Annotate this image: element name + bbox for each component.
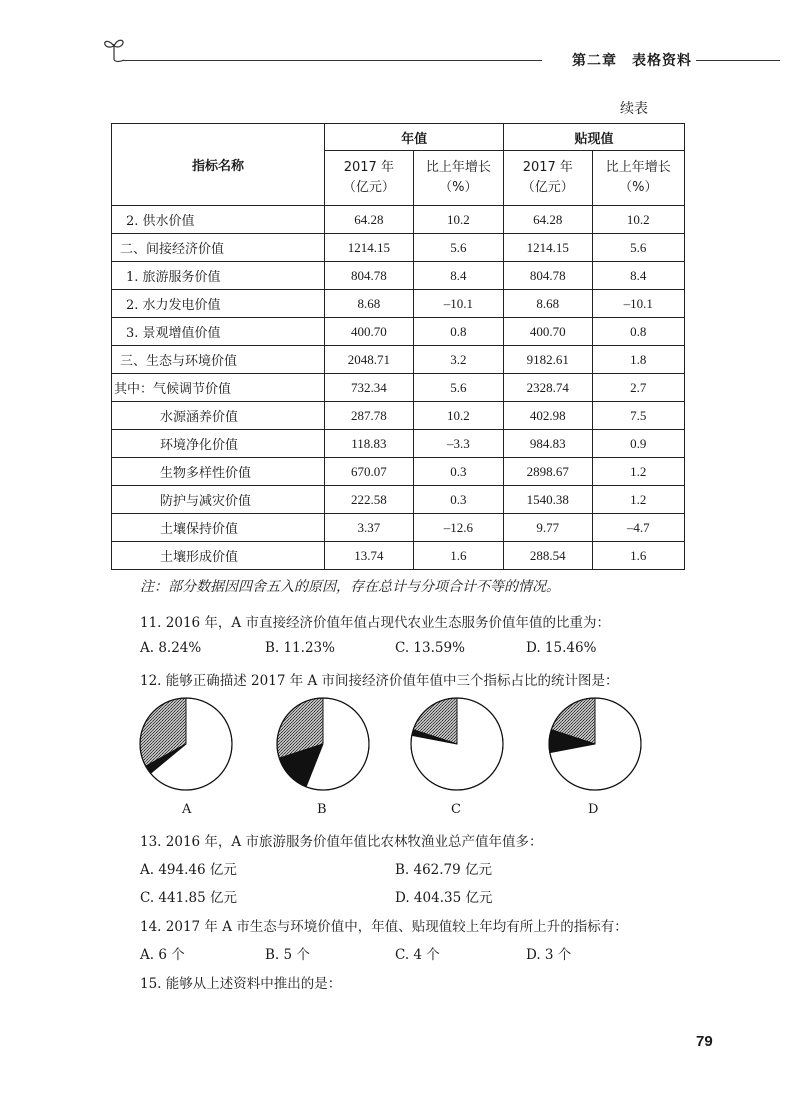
indicator-name: 土壤形成价值 bbox=[112, 542, 325, 570]
indicator-name: 水源涵养价值 bbox=[112, 402, 325, 430]
table-cell: 287.78 bbox=[325, 402, 414, 430]
table-cell: 8.4 bbox=[413, 262, 503, 290]
table-cell: 804.78 bbox=[325, 262, 414, 290]
table-cell: 732.34 bbox=[325, 374, 414, 402]
table-cell: 64.28 bbox=[325, 206, 414, 234]
pie-chart-d bbox=[547, 696, 643, 792]
table-row bbox=[112, 290, 685, 318]
indicator-name: 1. 旅游服务价值 bbox=[112, 262, 325, 290]
table-cell: 402.98 bbox=[504, 402, 593, 430]
page-number: 79 bbox=[696, 1033, 713, 1050]
q13-option-a: A. 494.46 亿元 bbox=[140, 862, 237, 878]
table-row bbox=[112, 346, 685, 374]
table-cell: 118.83 bbox=[325, 430, 414, 458]
indicator-name: 土壤保持价值 bbox=[112, 514, 325, 542]
question-13: 13. 2016 年，A 市旅游服务价值年值比农林牧渔业总产值年值多： bbox=[140, 834, 543, 850]
subheader-annual-2017: 2017 年 （亿元） bbox=[325, 151, 414, 206]
indicator-name-header: 指标名称 bbox=[112, 124, 325, 206]
table-cell: 7.5 bbox=[592, 402, 684, 430]
table-cell: 1.2 bbox=[592, 458, 684, 486]
table-row bbox=[112, 486, 685, 514]
table-cell: 9182.61 bbox=[504, 346, 593, 374]
table-cell: –12.6 bbox=[413, 514, 503, 542]
indicator-name: 生物多样性价值 bbox=[112, 458, 325, 486]
table-cell: 1214.15 bbox=[325, 234, 414, 262]
table-cell: 8.4 bbox=[592, 262, 684, 290]
discounted-value-header: 贴现值 bbox=[504, 124, 685, 151]
q13-option-d: D. 404.35 亿元 bbox=[395, 890, 493, 906]
table-cell: 2.7 bbox=[592, 374, 684, 402]
q13-option-c: C. 441.85 亿元 bbox=[140, 890, 237, 906]
table-cell: 670.07 bbox=[325, 458, 414, 486]
table-note: 注：部分数据因四舍五入的原因，存在总计与分项合计不等的情况。 bbox=[140, 579, 560, 595]
pie-label-c: C bbox=[451, 802, 461, 817]
table-cell: 5.6 bbox=[592, 234, 684, 262]
indicator-name: 其中：气候调节价值 bbox=[112, 374, 325, 402]
subheader-discount-2017: 2017 年 （亿元） bbox=[504, 151, 593, 206]
q14-option-b: B. 5 个 bbox=[265, 947, 310, 963]
table-cell: 2898.67 bbox=[504, 458, 593, 486]
table-cell: –3.3 bbox=[413, 430, 503, 458]
indicator-name: 3. 景观增值价值 bbox=[112, 318, 325, 346]
pie-chart-b bbox=[275, 696, 371, 792]
q11-option-d: D. 15.46% bbox=[526, 640, 597, 656]
table-row bbox=[112, 458, 685, 486]
table-cell: 5.6 bbox=[413, 374, 503, 402]
q11-option-b: B. 11.23% bbox=[265, 640, 335, 656]
pie-label-b: B bbox=[317, 802, 327, 817]
table-cell: 0.3 bbox=[413, 458, 503, 486]
indicator-name: 二、间接经济价值 bbox=[112, 234, 325, 262]
table-cell: 222.58 bbox=[325, 486, 414, 514]
pie-chart-c bbox=[409, 696, 505, 792]
table-cell: 2048.71 bbox=[325, 346, 414, 374]
table-cell: 10.2 bbox=[413, 206, 503, 234]
pie-chart-a bbox=[138, 696, 234, 792]
table-cell: 400.70 bbox=[504, 318, 593, 346]
subheader-discount-growth: 比上年增长 （%） bbox=[592, 151, 684, 206]
indicator-name: 2. 水力发电价值 bbox=[112, 290, 325, 318]
table-cell: 1.2 bbox=[592, 486, 684, 514]
table-cell: 0.9 bbox=[592, 430, 684, 458]
page-header bbox=[100, 44, 780, 74]
table-cell: 1.8 bbox=[592, 346, 684, 374]
table-cell: 3.2 bbox=[413, 346, 503, 374]
question-15: 15. 能够从上述资料中推出的是： bbox=[140, 976, 342, 992]
question-14: 14. 2017 年 A 市生态与环境价值中，年值、贴现值较上年均有所上升的指标有： bbox=[140, 919, 628, 935]
table-cell: 10.2 bbox=[592, 206, 684, 234]
table-cell: 8.68 bbox=[504, 290, 593, 318]
table-cell: 0.3 bbox=[413, 486, 503, 514]
pie-label-a: A bbox=[182, 802, 192, 817]
question-11: 11. 2016 年，A 市直接经济价值年值占现代农业生态服务价值年值的比重为： bbox=[140, 615, 610, 631]
table-cell: 0.8 bbox=[592, 318, 684, 346]
table-cell: 1.6 bbox=[592, 542, 684, 570]
header-rule-right bbox=[696, 60, 780, 61]
subheader-annual-growth: 比上年增长 （%） bbox=[413, 151, 503, 206]
table-row bbox=[112, 374, 685, 402]
q14-option-a: A. 6 个 bbox=[140, 947, 185, 963]
question-12: 12. 能够正确描述 2017 年 A 市间接经济价值年值中三个指标占比的统计图是： bbox=[140, 673, 619, 689]
indicator-name: 防护与减灾价值 bbox=[112, 486, 325, 514]
table-cell: 804.78 bbox=[504, 262, 593, 290]
table-row bbox=[112, 514, 685, 542]
indicator-name: 环境净化价值 bbox=[112, 430, 325, 458]
table-cell: –10.1 bbox=[413, 290, 503, 318]
table-cell: 0.8 bbox=[413, 318, 503, 346]
q11-option-c: C. 13.59% bbox=[395, 640, 465, 656]
indicator-name: 2. 供水价值 bbox=[112, 206, 325, 234]
table-cell: 13.74 bbox=[325, 542, 414, 570]
table-row bbox=[112, 262, 685, 290]
annual-value-header: 年值 bbox=[325, 124, 504, 151]
table-row bbox=[112, 542, 685, 570]
q14-option-c: C. 4 个 bbox=[395, 947, 440, 963]
table-cell: 1.6 bbox=[413, 542, 503, 570]
table-row bbox=[112, 206, 685, 234]
indicator-name: 三、生态与环境价值 bbox=[112, 346, 325, 374]
table-row bbox=[112, 234, 685, 262]
table-cell: 5.6 bbox=[413, 234, 503, 262]
header-rule-left bbox=[122, 60, 542, 61]
table-cell: 3.37 bbox=[325, 514, 414, 542]
table-cell: 64.28 bbox=[504, 206, 593, 234]
data-table bbox=[111, 123, 685, 570]
table-row bbox=[112, 318, 685, 346]
table-cell: 10.2 bbox=[413, 402, 503, 430]
table-body bbox=[112, 206, 685, 570]
table-continued-label: 续表 bbox=[620, 101, 648, 117]
table-cell: 1540.38 bbox=[504, 486, 593, 514]
table-cell: 288.54 bbox=[504, 542, 593, 570]
q13-option-b: B. 462.79 亿元 bbox=[395, 862, 493, 878]
table-cell: 984.83 bbox=[504, 430, 593, 458]
table-cell: 8.68 bbox=[325, 290, 414, 318]
table-cell: –4.7 bbox=[592, 514, 684, 542]
table-row bbox=[112, 430, 685, 458]
table-cell: –10.1 bbox=[592, 290, 684, 318]
table-cell: 1214.15 bbox=[504, 234, 593, 262]
q14-option-d: D. 3 个 bbox=[526, 947, 572, 963]
q11-option-a: A. 8.24% bbox=[140, 640, 202, 656]
pie-label-d: D bbox=[588, 802, 599, 817]
table-cell: 9.77 bbox=[504, 514, 593, 542]
chapter-title: 第二章 表格资料 bbox=[572, 53, 692, 69]
table-row bbox=[112, 402, 685, 430]
table-cell: 400.70 bbox=[325, 318, 414, 346]
table-cell: 2328.74 bbox=[504, 374, 593, 402]
